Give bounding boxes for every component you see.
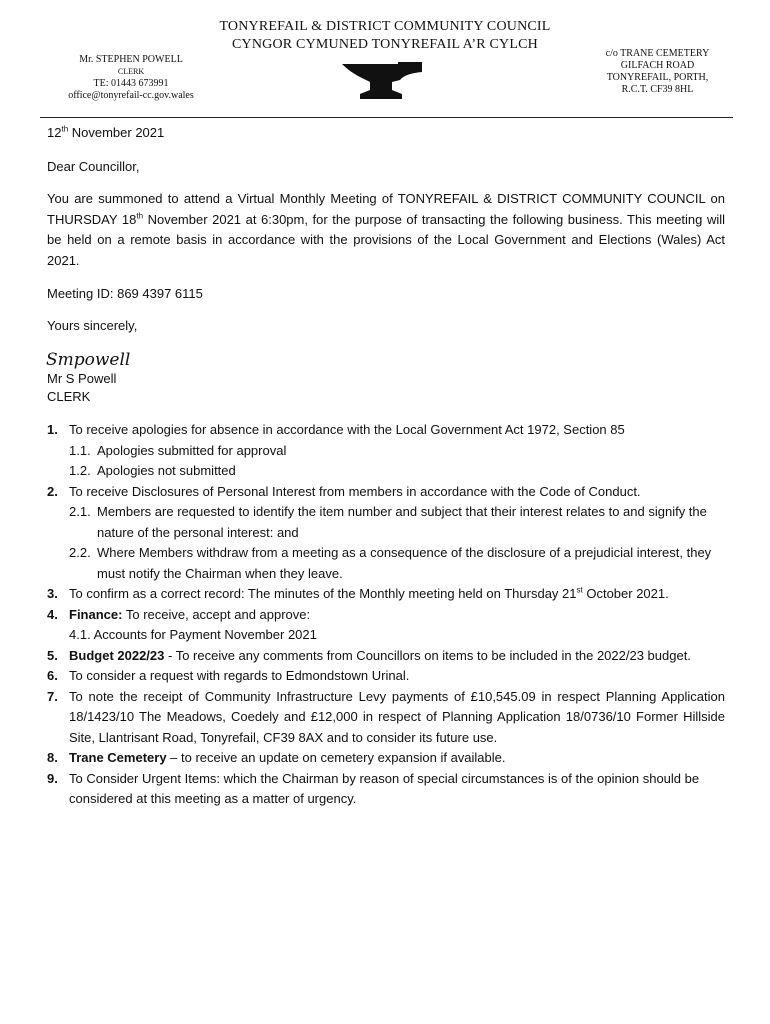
agenda-subitem-text: Where Members withdraw from a meeting as a consequence of the disclosure of a prejudicial interest, they must notify the Chairman when they leave. xyxy=(97,545,712,581)
signature: Smpowell xyxy=(46,350,131,370)
agenda-item-number: 3. xyxy=(47,586,58,601)
council-name-english: TONYREFAIL & DISTRICT COMMUNITY COUNCIL xyxy=(219,19,551,34)
agenda-item-text: To receive apologies for absence in accordance with the Local Government Act 1972, Section 85 xyxy=(69,422,625,437)
salutation: Dear Councillor, xyxy=(47,159,140,174)
address-line: GILFACH ROAD xyxy=(620,60,695,71)
agenda-item-text: To note the receipt of Community Infrastructure Levy payments of £10,545.09 in respect Planning Application 18/1423/10 The Meadows, Coedely and £12,000 in respect of Planning Application 18/0736/10 Former Hillside Site, Llantrisant Road, Tonyrefail, CF39 8AX and to consider its future use. xyxy=(69,688,725,745)
agenda-item-text: To receive Disclosures of Personal Interest from members in accordance with the Code of Conduct. xyxy=(69,483,641,499)
agenda-item-text: Finance: To receive, accept and approve: xyxy=(69,606,311,622)
agenda-item-number: 2. xyxy=(47,483,58,499)
agenda-subitem-number: 2.1. xyxy=(69,504,91,519)
closing: Yours sincerely, xyxy=(47,318,138,333)
agenda-subitem-number: 1.2. xyxy=(69,463,91,478)
council-name-welsh: CYNGOR CYMUNED TONYREFAIL A’R CYLCH xyxy=(232,37,538,52)
agenda-item xyxy=(47,605,725,646)
agenda-subitem-text: Apologies submitted for approval xyxy=(97,442,287,458)
agenda-subitem-text: Accounts for Payment November 2021 xyxy=(93,627,317,642)
agenda-subitem xyxy=(69,461,725,482)
agenda-subitem xyxy=(69,625,725,646)
agenda-subitem xyxy=(69,441,725,462)
clerk-name: Mr. STEPHEN POWELL xyxy=(79,54,183,65)
agenda-subitem-number: 2.2. xyxy=(69,545,91,560)
agenda-item-number: 7. xyxy=(47,688,58,704)
letter-date: 12th November 2021 xyxy=(47,124,165,140)
summons-paragraph: You are summoned to attend a Virtual Monthly Meeting of TONYREFAIL & DISTRICT COMMUNITY COUNCIL on THURSDAY 18th November 2021 at 6:30pm, for the purpose of transacting the following business. This meeting will be held on a remote basis in accordance with the provisions of the Local Government and Elections (Wales) Act 2021. xyxy=(47,191,726,268)
clerk-email: office@tonyrefail-cc.gov.wales xyxy=(68,90,194,101)
agenda-subitem-text: Members are requested to identify the item number and subject that their interest relates to and signify the nature of the personal interest: and xyxy=(97,504,707,540)
agenda-item-number: 6. xyxy=(47,668,58,683)
clerk-title: CLERK xyxy=(117,67,145,76)
council-address-block xyxy=(585,48,730,96)
signatory-title: CLERK xyxy=(47,389,91,404)
agenda-item xyxy=(47,646,725,667)
agenda-item xyxy=(47,482,725,585)
agenda-item-number: 5. xyxy=(47,647,58,663)
agenda-item xyxy=(47,420,725,482)
meeting-id: Meeting ID: 869 4397 6115 xyxy=(47,286,203,301)
agenda-list xyxy=(47,420,725,810)
agenda-item-number: 8. xyxy=(47,750,58,765)
clerk-phone: TE: 01443 673991 xyxy=(93,78,169,89)
agenda-item xyxy=(47,584,725,605)
agenda-item xyxy=(47,687,725,749)
address-line: TONYREFAIL, PORTH, xyxy=(606,72,709,83)
agenda-item-text: Trane Cemetery – to receive an update on cemetery expansion if available. xyxy=(69,750,506,765)
agenda-item-text: To consider a request with regards to Edmondstown Urinal. xyxy=(69,668,410,683)
agenda-subitem-text: Apologies not submitted xyxy=(97,463,236,478)
agenda-subitem-number: 1.1. xyxy=(69,442,91,458)
signatory-name: Mr S Powell xyxy=(47,371,117,386)
agenda-item-number: 1. xyxy=(47,422,58,437)
anvil-icon xyxy=(340,60,424,100)
agenda-item xyxy=(47,666,725,687)
agenda-item xyxy=(47,769,725,810)
agenda-item-text: To Consider Urgent Items: which the Chairman by reason of special circumstances is of the opinion should be considered at this meeting as a matter of urgency. xyxy=(69,770,700,806)
header-divider xyxy=(40,117,733,118)
agenda-subitem xyxy=(69,543,725,584)
agenda-subitem-number: 4.1. xyxy=(69,627,91,642)
agenda-item-text: To confirm as a correct record: The minutes of the Monthly meeting held on Thursday 21st October 2021. xyxy=(69,585,669,601)
agenda-subitem xyxy=(69,502,725,543)
clerk-contact-block xyxy=(40,54,222,102)
address-line: c/o TRANE CEMETERY xyxy=(605,48,710,59)
agenda-item xyxy=(47,748,725,769)
agenda-item-text: Budget 2022/23 - To receive any comments from Councillors on items to be included in the 2022/23 budget. xyxy=(69,647,691,663)
address-line: R.C.T. CF39 8HL xyxy=(621,84,694,95)
agenda-item-number: 9. xyxy=(47,770,58,786)
agenda-item-number: 4. xyxy=(47,606,58,622)
